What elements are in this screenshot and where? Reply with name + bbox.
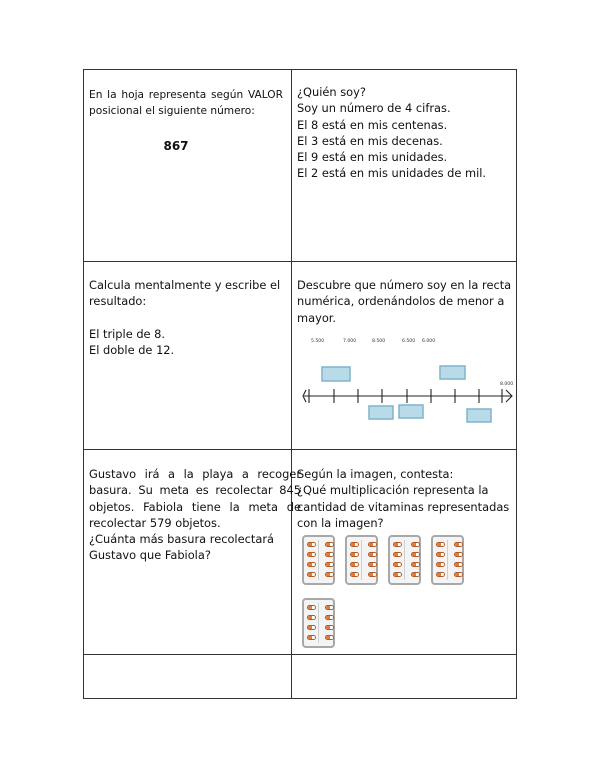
answer-box[interactable]: [440, 366, 465, 379]
pill-icon: [368, 552, 377, 557]
pill-icon: [368, 572, 377, 577]
row-divider: [84, 449, 516, 450]
problem-line: ¿Cuánta más basura recolectará: [89, 532, 274, 547]
row-divider: [84, 261, 516, 262]
riddle-line: El 8 está en mis centenas.: [297, 117, 448, 132]
riddle-line: El 9 está en mis unidades.: [297, 150, 448, 165]
pill-icon: [307, 605, 316, 610]
target-number: 867: [163, 139, 189, 153]
vitamin-pack: [388, 535, 421, 585]
pill-icon: [307, 552, 316, 557]
pill-icon: [454, 552, 463, 557]
instruction-line: Calcula mentalmente y escribe el: [89, 278, 281, 292]
pill-icon: [411, 562, 420, 567]
vitamin-pack: [345, 535, 378, 585]
exercise-item: El triple de 8.: [89, 326, 166, 341]
pill-icon: [350, 572, 359, 577]
pill-icon: [436, 542, 445, 547]
instruction-line: En la hoja representa según VALOR: [89, 89, 283, 101]
question-line: cantidad de vitaminas representadas: [297, 499, 510, 514]
instruction-line: mayor.: [297, 310, 337, 325]
answer-box[interactable]: [322, 367, 350, 381]
vitamin-pack: [302, 535, 335, 585]
number-label: 6.000: [422, 339, 436, 344]
instruction-line: numérica, ordenándolos de menor a: [297, 294, 505, 309]
pill-icon: [454, 542, 463, 547]
pill-icon: [325, 572, 334, 577]
problem-line: objetos. Fabiola tiene la meta de: [89, 499, 301, 514]
instruction-line: resultado:: [89, 294, 147, 309]
number-line-figure: [292, 326, 518, 446]
pill-icon: [411, 572, 420, 577]
pill-icon: [368, 542, 377, 547]
pill-icon: [393, 562, 402, 567]
exercise-item: El doble de 12.: [89, 342, 175, 357]
pill-icon: [411, 542, 420, 547]
pill-icon: [350, 562, 359, 567]
pill-icon: [436, 572, 445, 577]
cell-word-problem: [89, 466, 301, 564]
question-line: Según la imagen, contesta:: [297, 467, 454, 481]
number-label: 5.500: [311, 339, 325, 344]
pill-icon: [325, 625, 334, 630]
worksheet-table: [83, 69, 517, 699]
pill-icon: [393, 542, 402, 547]
cell-who-am-i: [297, 84, 512, 182]
pill-icon: [325, 552, 334, 557]
pill-icon: [325, 635, 334, 640]
riddle-line: El 2 está en mis unidades de mil.: [297, 166, 487, 181]
pill-icon: [393, 572, 402, 577]
cell-mental-math: [89, 277, 285, 358]
pill-icon: [307, 635, 316, 640]
pill-icon: [307, 542, 316, 547]
number-label: 7.000: [343, 339, 357, 344]
riddle-line: Soy un número de 4 cifras.: [297, 101, 451, 116]
answer-box[interactable]: [467, 409, 491, 422]
problem-line: Gustavo que Fabiola?: [89, 548, 211, 563]
pill-icon: [325, 615, 334, 620]
row-divider: [84, 654, 516, 655]
pill-icon: [307, 615, 316, 620]
number-label: 8.000: [500, 382, 514, 387]
pill-icon: [307, 562, 316, 567]
pill-icon: [436, 552, 445, 557]
riddle-line: El 3 está en mis decenas.: [297, 133, 443, 148]
pill-icon: [454, 562, 463, 567]
instruction-line: posicional el siguiente número:: [89, 105, 255, 117]
cell-place-value: [89, 87, 283, 153]
answer-box[interactable]: [399, 405, 423, 418]
pill-icon: [350, 542, 359, 547]
question-line: con la imagen?: [297, 515, 384, 530]
number-label: 8.500: [372, 339, 386, 344]
cell-number-line: [297, 277, 512, 326]
pill-icon: [325, 562, 334, 567]
pill-icon: [307, 625, 316, 630]
answer-box[interactable]: [369, 406, 393, 419]
pill-icon: [325, 605, 334, 610]
problem-line: basura. Su meta es recolectar 845: [89, 483, 301, 498]
pill-icon: [368, 562, 377, 567]
question-line: ¿Qué multiplicación representa la: [297, 483, 489, 498]
problem-line: recolectar 579 objetos.: [89, 515, 221, 530]
pill-icon: [436, 562, 445, 567]
pill-icon: [350, 552, 359, 557]
number-label: 6.500: [402, 339, 416, 344]
vitamin-pack: [302, 598, 335, 648]
pill-icon: [411, 552, 420, 557]
problem-line: Gustavo irá a la playa a recoger: [89, 467, 301, 481]
pill-icon: [393, 552, 402, 557]
pill-icon: [454, 572, 463, 577]
cell-vitamins: [297, 466, 512, 531]
instruction-line: Descubre que número soy en la recta: [297, 278, 512, 292]
pill-icon: [307, 572, 316, 577]
vitamin-pack: [431, 535, 464, 585]
riddle-title: ¿Quién soy?: [297, 85, 366, 99]
pill-icon: [325, 542, 334, 547]
